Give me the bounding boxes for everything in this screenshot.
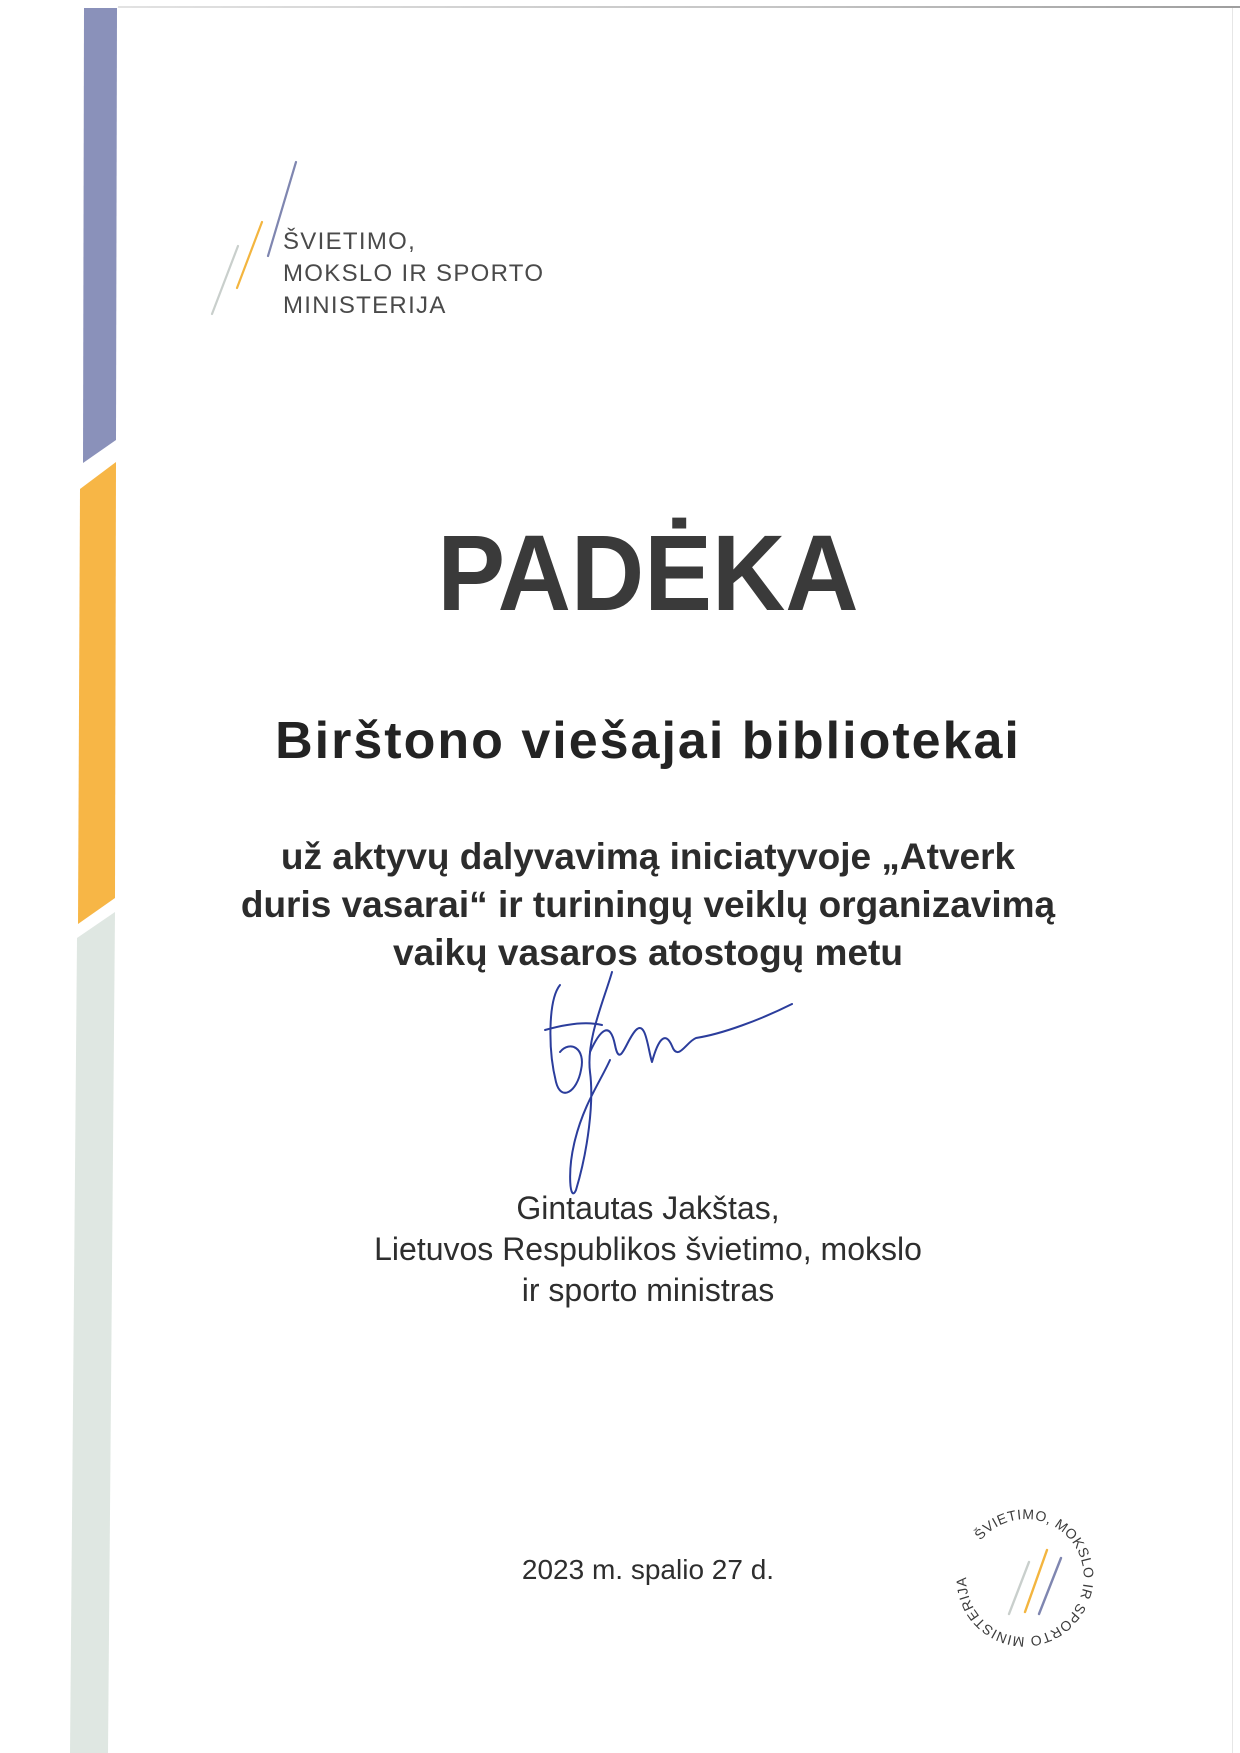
certificate-title: PADĖKA bbox=[437, 512, 859, 633]
recipient-name: Birštono viešajai bibliotekai bbox=[275, 712, 1021, 770]
scan-right-edge-divider bbox=[1232, 8, 1233, 1753]
issue-date: 2023 m. spalio 27 d. bbox=[521, 1554, 775, 1585]
signatory-block bbox=[148, 1188, 1148, 1311]
side-bar-green-segment bbox=[70, 912, 115, 1753]
official-stamp bbox=[945, 1498, 1105, 1658]
scan-top-edge-divider bbox=[118, 6, 1240, 8]
reason-line-1: už aktyvų dalyvavimą iniciatyvoje „Atverk bbox=[280, 836, 1016, 877]
reason-line-3: vaikų vasaros atostogų metu bbox=[393, 932, 903, 973]
stamp-text: ŠVIETIMO, MOKSLO IR SPORTO MINISTERIJA bbox=[953, 1505, 1097, 1651]
ministry-logo-text bbox=[283, 226, 603, 322]
handwritten-signature bbox=[520, 960, 820, 1210]
decorative-side-bar bbox=[0, 0, 140, 1753]
logo-line-1: ŠVIETIMO, bbox=[283, 228, 417, 255]
reason-line-2: duris vasarai“ ir turiningų veiklų organizavimą bbox=[240, 884, 1056, 925]
logo-line-3: MINISTERIJA bbox=[283, 292, 447, 319]
signatory-position-line-2: ir sporto ministras bbox=[521, 1272, 775, 1308]
signatory-name: Gintautas Jakštas, bbox=[516, 1190, 780, 1226]
reason-text bbox=[148, 833, 1148, 977]
logo-line-2: MOKSLO IR SPORTO bbox=[283, 260, 545, 287]
side-bar-blue-segment bbox=[83, 8, 117, 463]
side-bar-orange-segment bbox=[78, 462, 116, 924]
signatory-position-line-1: Lietuvos Respublikos švietimo, mokslo bbox=[374, 1231, 922, 1267]
